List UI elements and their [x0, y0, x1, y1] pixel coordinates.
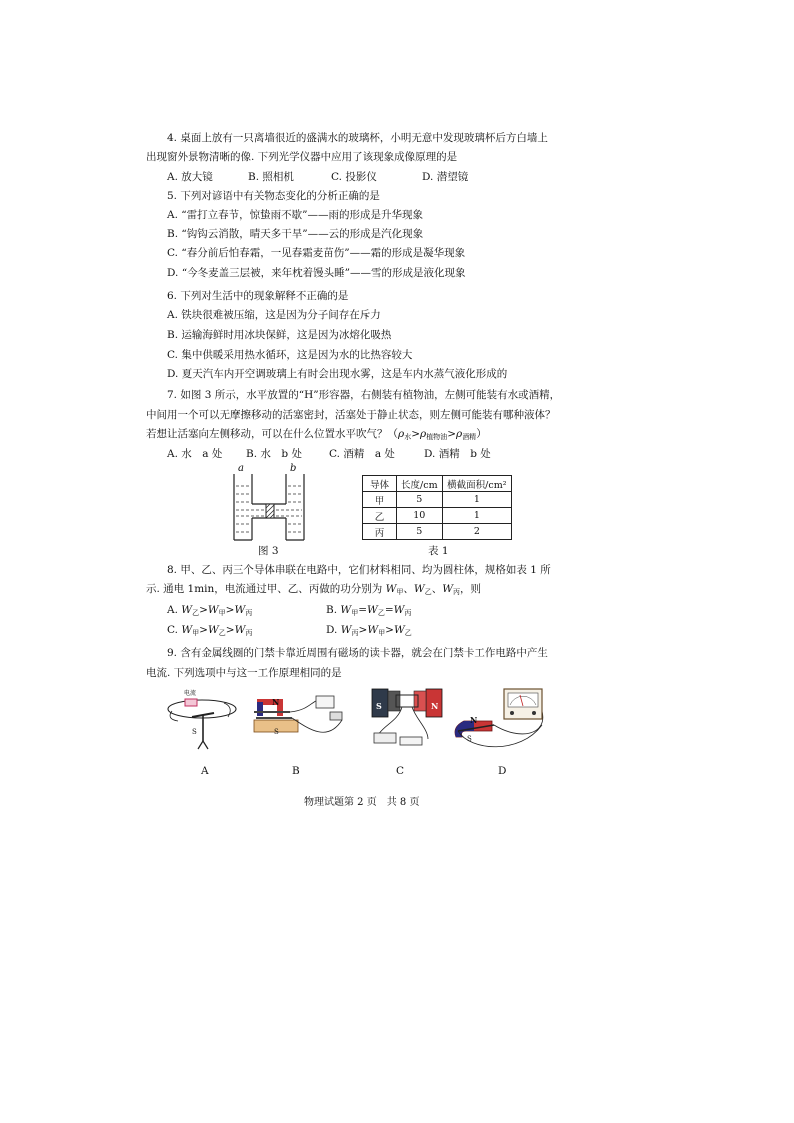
table-row: [363, 492, 512, 508]
gt-symbol: >: [411, 428, 420, 440]
table-cell: 1: [442, 508, 511, 524]
q8-line2-end: ，则: [460, 583, 482, 595]
gt-symbol: >: [225, 624, 235, 636]
rho-symbol: ρ: [456, 428, 463, 440]
w-sub: 丙: [404, 609, 412, 617]
q7-option-d: D. 酒精 b 处: [424, 448, 491, 460]
w-sub: 甲: [378, 629, 386, 637]
w-symbol: W: [207, 624, 219, 636]
table-cell: 乙: [363, 508, 397, 524]
figure3-caption: 图 3: [258, 545, 279, 557]
table-cell: 1: [442, 492, 511, 508]
w-sub: 甲: [218, 609, 226, 617]
w-symbol: W: [442, 583, 454, 595]
figure-a-oersted: [162, 685, 242, 755]
table-row: [363, 524, 512, 540]
figure-a-tag: 电流: [184, 690, 197, 697]
q8-line2-text: 示. 通电 1min，电流通过甲、乙、丙做的功分别为: [146, 583, 383, 595]
figure3-h-container: [228, 464, 312, 544]
q8-option-a: [167, 603, 252, 620]
rho-sub-oil: 植物油: [426, 433, 448, 441]
q7-option-a: A. 水 a 处: [167, 448, 223, 460]
w-sub: 甲: [351, 609, 359, 617]
rho-symbol: ρ: [420, 428, 427, 440]
q7-line3-text: 若想让活塞向左侧移动，可以在什么位置水平吹气？（: [146, 428, 398, 440]
w-sub-yi: 乙: [424, 588, 432, 596]
q6-option-d: D. 夏天汽车内开空调玻璃上有时会出现水雾，这是车内水蒸气液化形成的: [167, 368, 508, 380]
q9-stem-line1: 9. 含有金属线圈的门禁卡靠近周围有磁场的读卡器，就会在门禁卡工作电路中产生: [167, 647, 548, 659]
q4-option-c: C. 投影仪: [331, 171, 377, 183]
w-sub: 丙: [351, 629, 359, 637]
q5-option-b: B. “钩钩云消散，晴天多干旱”——云的形成是汽化现象: [167, 228, 424, 240]
w-symbol: W: [181, 604, 193, 616]
gt-symbol: >: [447, 428, 456, 440]
figure-d-galvanometer: [450, 685, 550, 755]
option-letter: D.: [326, 624, 338, 636]
table-header: 导体: [363, 476, 397, 492]
table-header: 长度/cm: [396, 476, 442, 492]
q7-option-b: B. 水 b 处: [246, 448, 302, 460]
table-row: [363, 508, 512, 524]
q8-option-d: [326, 623, 412, 640]
q5-option-d: D. “今冬麦盖三层被，来年枕着馒头睡”——雪的形成是液化现象: [167, 267, 466, 279]
w-symbol: W: [367, 604, 378, 616]
q6-option-b: B. 运输海鲜时用冰块保鲜，这是因为冰熔化吸热: [167, 329, 392, 341]
table1: [362, 475, 512, 540]
q8-option-b: [326, 603, 411, 620]
figure3-label-b: b: [290, 463, 297, 474]
q5-option-a: A. “雷打立春节，惊蛰雨不歇”——雨的形成是升华现象: [167, 209, 423, 221]
figure-b-motor-rails: [250, 690, 350, 745]
q7-stem-line3: [146, 427, 487, 444]
w-symbol: W: [234, 604, 246, 616]
w-sub: 乙: [192, 609, 200, 617]
w-symbol: W: [207, 604, 219, 616]
figure-label-c: C: [396, 765, 405, 777]
w-symbol: W: [367, 624, 379, 636]
w-symbol: W: [234, 624, 246, 636]
figure-d-label-n: N: [470, 715, 478, 725]
q6-stem: 6. 下列对生活中的现象解释不正确的是: [167, 290, 349, 302]
rho-sub-alcohol: 酒精: [462, 433, 477, 441]
q5-option-c: C. “春分前后怕春霜，一见春霜麦苗伤”——霜的形成是凝华现象: [167, 247, 466, 259]
table-cell: 5: [396, 524, 442, 540]
figure-label-a: A: [201, 765, 209, 777]
gt-symbol: >: [225, 604, 235, 616]
eq-symbol: =: [384, 604, 394, 616]
w-sub-jia: 甲: [396, 588, 404, 596]
option-letter: C.: [167, 624, 178, 636]
close-paren: ）: [476, 428, 487, 440]
q4-option-d: D. 潜望镜: [422, 171, 469, 183]
q6-option-c: C. 集中供暖采用热水循环，这是因为水的比热容较大: [167, 349, 413, 361]
figure-d-label-s: S: [467, 735, 472, 743]
figure-c-magnets-coil: [368, 685, 448, 755]
q4-option-b: B. 照相机: [248, 171, 294, 183]
w-sub: 乙: [404, 629, 412, 637]
q7-stem-line2: 中间用一个可以无摩擦移动的活塞密封，活塞处于静止状态，则左侧可能装有哪种液体？: [146, 409, 556, 421]
table-cell: 5: [396, 492, 442, 508]
table-cell: 丙: [363, 524, 397, 540]
table-cell: 2: [442, 524, 511, 540]
figure-b-label-n: N: [272, 697, 280, 707]
w-sub: 乙: [218, 629, 226, 637]
q7-option-c: C. 酒精 a 处: [329, 448, 395, 460]
q4-option-a: A. 放大镜: [167, 171, 213, 183]
gt-symbol: >: [385, 624, 394, 636]
q8-stem-line2: 示. 通电 1min，电流通过甲、乙、丙做的功分别为 $W_甲$、$W_乙$、$W_丙$，则: [146, 583, 482, 596]
w-symbol: W: [393, 604, 405, 616]
table-header: 横截面积/cm²: [442, 476, 511, 492]
figure-c-label-s: S: [376, 701, 382, 711]
figure-c-label-n: N: [431, 701, 439, 711]
q7-stem-line1: 7. 如图 3 所示，水平放置的“H”形容器，右侧装有植物油，左侧可能装有水或酒精，: [167, 389, 561, 401]
w-sub: 丙: [245, 609, 253, 617]
q4-stem-line2: 出现窗外景物清晰的像. 下列光学仪器中应用了该现象成像原理的是: [146, 151, 458, 163]
figure-label-b: B: [292, 765, 300, 777]
w-symbol: W: [393, 624, 405, 636]
q5-stem: 5. 下列对谚语中有关物态变化的分析正确的是: [167, 190, 380, 202]
figure-label-d: D: [498, 765, 507, 777]
table-header-row: [363, 476, 512, 492]
w-sub-bing: 丙: [453, 588, 461, 596]
gt-symbol: >: [358, 624, 368, 636]
rho-sub-water: 水: [404, 433, 412, 441]
table-cell: 10: [396, 508, 442, 524]
w-symbol: W: [413, 583, 425, 595]
figure-b-label-s: S: [274, 728, 279, 736]
w-symbol: W: [340, 624, 352, 636]
q4-stem-line1: 4. 桌面上放有一只离墙很近的盛满水的玻璃杯，小明无意中发现玻璃杯后方白墙上: [167, 132, 548, 144]
rho-symbol: ρ: [398, 428, 405, 440]
w-sub: 丙: [245, 629, 253, 637]
eq-symbol: =: [358, 604, 368, 616]
gt-symbol: >: [199, 624, 208, 636]
option-letter: A.: [167, 604, 178, 616]
option-letter: B.: [326, 604, 338, 616]
gt-symbol: >: [199, 604, 208, 616]
figure3-label-a: a: [238, 463, 244, 474]
w-sub: 甲: [192, 629, 200, 637]
figure-a-label-s: S: [192, 728, 197, 736]
page-footer: 物理试题第 2 页 共 8 页: [304, 797, 420, 808]
q8-stem-line1: 8. 甲、乙、丙三个导体串联在电路中，它们材料相同、均为圆柱体，规格如表 1 所: [167, 564, 551, 576]
w-symbol: W: [385, 583, 397, 595]
table-cell: 甲: [363, 492, 397, 508]
q9-stem-line2: 电流. 下列选项中与这一工作原理相同的是: [146, 667, 342, 679]
w-symbol: W: [340, 604, 352, 616]
q6-option-a: A. 铁块很难被压缩，这是因为分子间存在斥力: [167, 309, 381, 321]
w-sub: 乙: [377, 609, 385, 617]
w-symbol: W: [181, 624, 193, 636]
table1-caption: 表 1: [428, 545, 449, 557]
q8-option-c: [167, 623, 252, 640]
